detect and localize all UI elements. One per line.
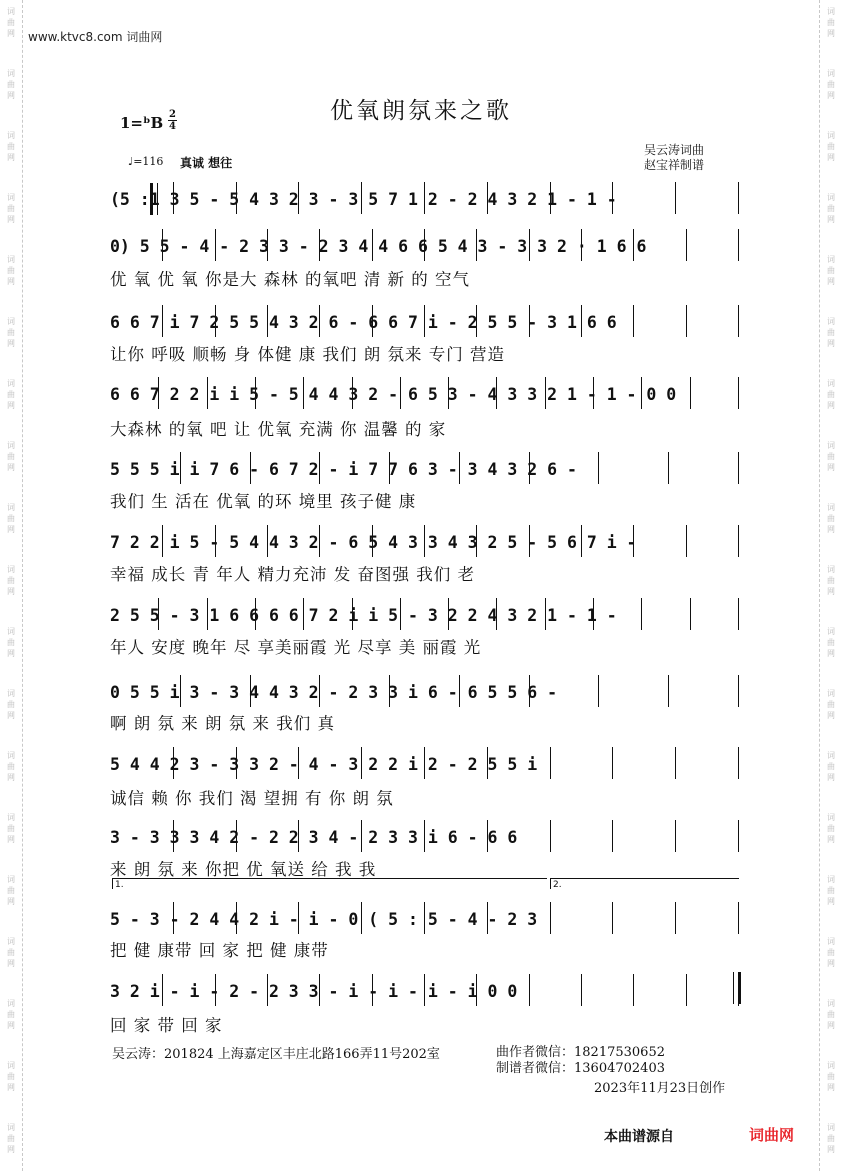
barline	[612, 747, 613, 779]
watermark-mark: 词 曲 网	[827, 937, 835, 968]
barline	[612, 182, 613, 214]
lyric-line-10: 来 朗 氛 来 你把 优 氧送 给 我 我	[110, 860, 377, 879]
watermark-mark: 词 曲 网	[827, 689, 835, 720]
watermark-mark: 词 曲 网	[7, 937, 15, 968]
lyric-line-6: 幸福 成长 青 年人 精力充沛 发 奋图强 我们 老	[110, 565, 475, 584]
source-brand-link[interactable]: 词曲网	[749, 1126, 795, 1144]
barline	[550, 747, 551, 779]
watermark-mark: 词 曲 网	[7, 627, 15, 658]
watermark-mark: 词 曲 网	[827, 317, 835, 348]
barlines	[110, 974, 740, 1006]
watermark-mark: 词 曲 网	[827, 751, 835, 782]
watermark-mark: 词 曲 网	[827, 813, 835, 844]
barline	[529, 525, 530, 557]
barline	[215, 974, 216, 1006]
source-label: 本曲谱源自	[604, 1129, 674, 1145]
barline	[424, 182, 425, 214]
barline	[675, 747, 676, 779]
barline	[400, 377, 401, 409]
barline	[303, 377, 304, 409]
lyric-line-7: 年人 安度 晚年 尽 享美丽霞 光 尽享 美 丽霞 光	[110, 638, 482, 657]
arranger-wechat: 制谱者微信：13604702403	[496, 1061, 665, 1076]
barline	[476, 305, 477, 337]
barline	[529, 452, 530, 484]
watermark-mark: 词 曲 网	[827, 69, 835, 100]
barline	[690, 598, 691, 630]
barline	[668, 452, 669, 484]
notation-line-3: 6 6 7 i 7 2 5 5 4 3 2 6 - 6 6 7 i - 2 5 5 - 3 1 6 6	[110, 313, 740, 332]
barline	[641, 377, 642, 409]
watermark-mark: 词 曲 网	[7, 751, 15, 782]
barline	[400, 598, 401, 630]
watermark-mark: 词 曲 网	[7, 1061, 15, 1092]
barline	[173, 747, 174, 779]
watermark-mark: 词 曲 网	[827, 441, 835, 472]
watermark-mark: 词 曲 网	[827, 379, 835, 410]
barline	[250, 452, 251, 484]
barline	[207, 598, 208, 630]
notation-line-7: 2 5 5 - 3 1 6 6 6 6 7 2 i i 5 - 3 2 2 4 3 2 1 - 1 -	[110, 606, 740, 625]
barline	[593, 598, 594, 630]
barlines	[110, 525, 740, 557]
barline	[298, 747, 299, 779]
barline	[675, 820, 676, 852]
barline	[267, 229, 268, 261]
notation-line-11: 5 - 3 - 2 4 4 2 i - i - 0 ( 5 : 5 - 4 - 2 3	[110, 910, 740, 929]
barline	[476, 525, 477, 557]
barline	[158, 377, 159, 409]
watermark-mark: 词 曲 网	[7, 565, 15, 596]
key-signature: 1=ᵇB	[120, 114, 164, 132]
watermark-mark: 词 曲 网	[7, 1123, 15, 1154]
barline	[690, 377, 691, 409]
barline	[738, 305, 739, 337]
barline	[545, 377, 546, 409]
barline	[162, 305, 163, 337]
barline	[581, 305, 582, 337]
lyric-line-2: 优 氧 优 氧 你是大 森林 的氧吧 清 新 的 空气	[110, 270, 470, 289]
watermark-mark: 词 曲 网	[7, 69, 15, 100]
watermark-mark: 词 曲 网	[7, 689, 15, 720]
barline	[352, 598, 353, 630]
time-signature	[168, 109, 177, 132]
barline	[738, 525, 739, 557]
barline	[255, 377, 256, 409]
barline	[215, 525, 216, 557]
barline	[319, 229, 320, 261]
barline	[424, 747, 425, 779]
barline	[372, 229, 373, 261]
barline	[319, 974, 320, 1006]
barline	[448, 598, 449, 630]
barlines	[110, 902, 740, 934]
barline	[529, 974, 530, 1006]
barline	[319, 675, 320, 707]
barline	[319, 525, 320, 557]
barline	[158, 598, 159, 630]
barline	[162, 974, 163, 1006]
barline	[487, 902, 488, 934]
barline	[738, 675, 739, 707]
notation-line-4: 6 6 7 2 2 i i 5 - 5 4 4 3 2 - 6 5 3 - 4 3 3 2 1 - 1 - 0 0	[110, 385, 740, 404]
expression-marking: 真诚 想往	[180, 156, 233, 170]
barline	[459, 675, 460, 707]
barline	[487, 820, 488, 852]
notation-line-2: 0) 5 5 - 4 - 2 3 3 - 2 3 4 4 6 6 5 4 3 - 3 3 2 · 1 6 6	[110, 237, 740, 256]
watermark-mark: 词 曲 网	[7, 813, 15, 844]
repeat-start-barline	[150, 183, 158, 215]
tempo-marking: ♩=116	[128, 155, 164, 168]
barline	[550, 902, 551, 934]
barline	[372, 974, 373, 1006]
barline	[173, 902, 174, 934]
barline	[267, 525, 268, 557]
watermark-mark: 词 曲 网	[827, 1123, 835, 1154]
barline	[738, 820, 739, 852]
barline	[738, 902, 739, 934]
barline	[255, 598, 256, 630]
barline	[633, 974, 634, 1006]
watermark-mark: 词 曲 网	[827, 1061, 835, 1092]
barline	[372, 305, 373, 337]
notation-line-10: 3 - 3 3 3 4 2 - 2 2 3 4 - 2 3 3 i 6 - 6 6	[110, 828, 740, 847]
barline	[236, 182, 237, 214]
barline	[236, 820, 237, 852]
lyric-line-5: 我们 生 活在 优氧 的环 境里 孩子健 康	[110, 492, 417, 511]
barline	[303, 598, 304, 630]
watermark-mark: 词 曲 网	[827, 875, 835, 906]
barline	[686, 229, 687, 261]
barline	[389, 675, 390, 707]
barline	[298, 902, 299, 934]
barline	[686, 974, 687, 1006]
barline	[319, 305, 320, 337]
barline	[529, 305, 530, 337]
watermark-mark: 词 曲 网	[7, 999, 15, 1030]
barline	[215, 305, 216, 337]
barlines	[110, 452, 740, 484]
barline	[581, 974, 582, 1006]
lyric-line-12: 回 家 带 回 家	[110, 1016, 223, 1035]
barline	[738, 229, 739, 261]
barline	[207, 377, 208, 409]
barline	[180, 675, 181, 707]
barline	[641, 598, 642, 630]
barline	[162, 525, 163, 557]
barline	[581, 525, 582, 557]
lyric-line-3: 让你 呼吸 顺畅 身 体健 康 我们 朗 氛来 专门 营造	[110, 345, 505, 364]
barline	[487, 747, 488, 779]
barline	[424, 229, 425, 261]
barline	[581, 229, 582, 261]
barline	[424, 974, 425, 1006]
barline	[593, 377, 594, 409]
barline	[215, 229, 216, 261]
barline	[236, 902, 237, 934]
notation-line-5: 5 5 5 i i 7 6 - 6 7 2 - i 7 7 6 3 - 3 4 3 2 6 -	[110, 460, 740, 479]
barline	[352, 377, 353, 409]
barline	[298, 182, 299, 214]
barline	[173, 820, 174, 852]
barline	[686, 525, 687, 557]
barline	[612, 820, 613, 852]
barline	[459, 452, 460, 484]
notation-line-9: 5 4 4 2 3 - 3 3 2 - 4 - 3 2 2 i 2 - 2 5 5 i	[110, 755, 740, 774]
barline	[550, 820, 551, 852]
barline	[686, 305, 687, 337]
watermark-mark: 词 曲 网	[7, 131, 15, 162]
barline	[633, 305, 634, 337]
watermark-mark: 词 曲 网	[827, 255, 835, 286]
barline	[180, 452, 181, 484]
creation-date: 2023年11月23日创作	[594, 1081, 726, 1096]
composer-wechat: 曲作者微信：18217530652	[496, 1045, 665, 1060]
barline	[236, 747, 237, 779]
watermark-mark: 词 曲 网	[827, 7, 835, 38]
notation-line-6: 7 2 2 i 5 - 5 4 4 3 2 - 6 5 4 3 3 4 3 2 5 - 5 6 7 i -	[110, 533, 740, 552]
watermark-mark: 词 曲 网	[827, 627, 835, 658]
barline	[424, 902, 425, 934]
notation-line-12: 3 2 i - i - 2 - 2 3 3 - i - i - i - i 0 0	[110, 982, 740, 1001]
barline	[361, 902, 362, 934]
watermark-mark: 词 曲 网	[827, 131, 835, 162]
watermark-mark: 词 曲 网	[827, 999, 835, 1030]
barline	[633, 229, 634, 261]
barline	[496, 377, 497, 409]
song-title: 优氧朗氛来之歌	[330, 98, 512, 124]
barline	[361, 182, 362, 214]
watermark-mark: 词 曲 网	[7, 317, 15, 348]
barline	[738, 747, 739, 779]
lyric-line-4: 大森林 的氧 吧 让 优氧 充满 你 温馨 的 家	[110, 420, 447, 439]
barline	[476, 229, 477, 261]
barlines	[110, 377, 740, 409]
final-barline	[733, 972, 741, 1004]
barlines	[110, 747, 740, 779]
barline	[529, 675, 530, 707]
barline	[612, 902, 613, 934]
barline	[173, 182, 174, 214]
watermark-mark: 词 曲 网	[7, 255, 15, 286]
barline	[496, 598, 497, 630]
barline	[424, 305, 425, 337]
lyric-line-8: 啊 朗 氛 来 朗 氛 来 我们 真	[110, 714, 335, 733]
barlines	[110, 820, 740, 852]
second-ending-bracket: 2.	[550, 878, 739, 889]
watermark-mark: 词 曲 网	[7, 379, 15, 410]
barline	[487, 182, 488, 214]
barline	[448, 377, 449, 409]
arranger-credit: 赵宝祥制谱	[644, 158, 705, 172]
barline	[361, 820, 362, 852]
barlines	[110, 229, 740, 261]
barline	[298, 820, 299, 852]
watermark-mark: 词 曲 网	[7, 193, 15, 224]
barline	[598, 452, 599, 484]
barline	[424, 525, 425, 557]
barline	[738, 452, 739, 484]
lyricist-composer-credit: 吴云涛词曲	[644, 143, 705, 157]
watermark-mark: 词 曲 网	[827, 503, 835, 534]
site-url: www.ktvc8.com 词曲网	[28, 30, 163, 44]
barline	[598, 675, 599, 707]
barline	[389, 452, 390, 484]
address-text: 吴云涛：201824 上海嘉定区丰庄北路166弄11号202室	[112, 1047, 440, 1062]
lyric-line-11: 把 健 康带 回 家 把 健 康带	[110, 941, 329, 960]
barline	[267, 974, 268, 1006]
barline	[372, 525, 373, 557]
notation-line-8: 0 5 5 i 3 - 3 4 4 3 2 - 2 3 3 i 6 - 6 5 5 6 -	[110, 683, 740, 702]
watermark-mark: 词 曲 网	[827, 193, 835, 224]
lyric-line-9: 诚信 赖 你 我们 渴 望拥 有 你 朗 氛	[110, 789, 394, 808]
barline	[675, 902, 676, 934]
barline	[162, 229, 163, 261]
barline	[545, 598, 546, 630]
barline	[529, 229, 530, 261]
barline	[738, 598, 739, 630]
watermark-mark: 词 曲 网	[7, 441, 15, 472]
notation-line-1: (5 :1 3 5 - 5 4 3 2 3 - 3 5 7 1 2 - 2 4 3 2 1 - 1 -	[110, 190, 740, 209]
barline	[267, 305, 268, 337]
barline	[550, 182, 551, 214]
barlines	[110, 675, 740, 707]
barlines	[110, 598, 740, 630]
barline	[633, 525, 634, 557]
barline	[476, 974, 477, 1006]
barline	[668, 675, 669, 707]
watermark-mark: 词 曲 网	[827, 565, 835, 596]
barlines	[110, 182, 740, 214]
barline	[424, 820, 425, 852]
barline	[250, 675, 251, 707]
watermark-mark: 词 曲 网	[7, 875, 15, 906]
barline	[738, 182, 739, 214]
time-signature-top: 2	[169, 109, 176, 120]
time-signature-bottom: 4	[169, 121, 176, 132]
barline	[738, 377, 739, 409]
barlines	[110, 305, 740, 337]
first-ending-bracket: 1.	[112, 878, 547, 889]
barline	[319, 452, 320, 484]
barline	[361, 747, 362, 779]
barline	[675, 182, 676, 214]
watermark-mark: 词 曲 网	[7, 7, 15, 38]
watermark-mark: 词 曲 网	[7, 503, 15, 534]
